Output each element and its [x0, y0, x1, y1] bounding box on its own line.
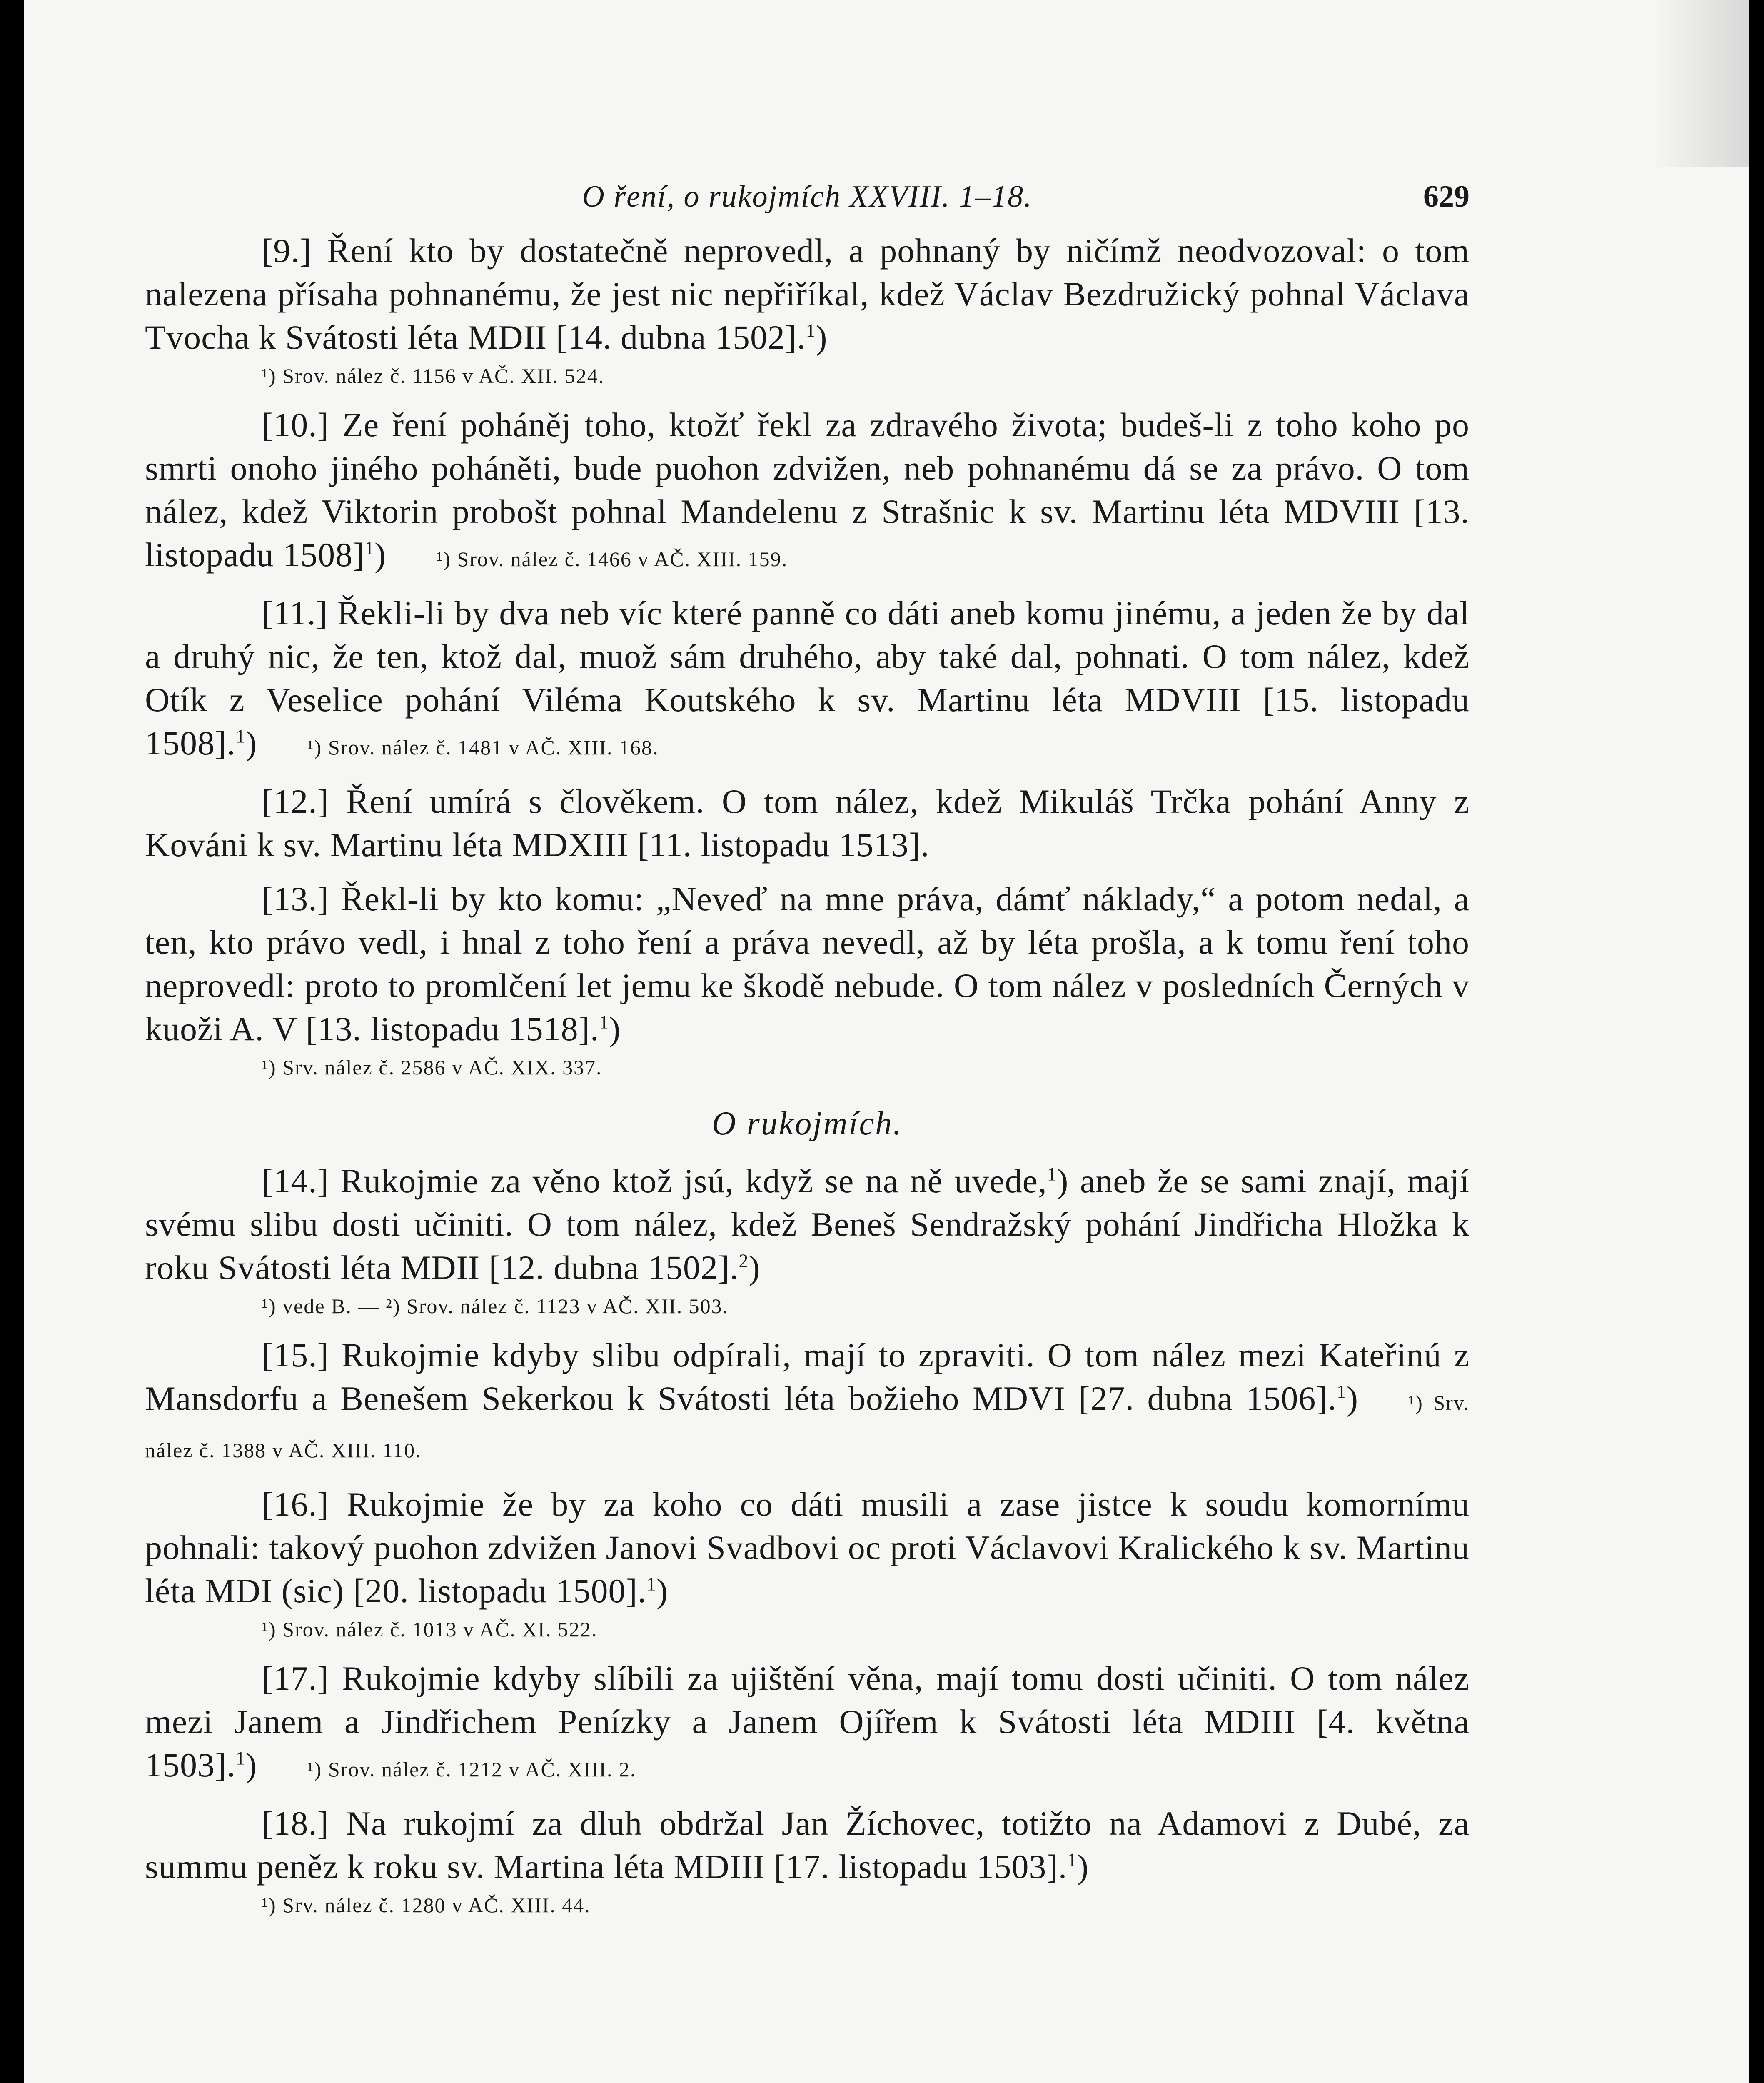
- item-text: Ření umírá s člověkem. O tom nález, kdež Mikuláš Trčka pohání Anny z Kováni k sv. Martinu léta MDXIII [11. listopadu 1513].: [145, 782, 1470, 864]
- footnote: ¹) Srv. nález č. 1280 v AČ. XIII. 44.: [262, 1893, 591, 1917]
- item-text: Rukojmie kdyby slibu odpírali, mají to zpraviti. O tom nález mezi Kateřinú z Mansdorfu a Benešem Sekerkou k Svátosti léta božieho MDVI [27. dubna 1506].: [145, 1336, 1470, 1417]
- footnote-mark: 1: [1337, 1381, 1347, 1402]
- footnote-mark: 1: [1047, 1164, 1057, 1185]
- page-edge-shadow: [1653, 0, 1749, 167]
- paragraph-16: [16.] Rukojmie že by za koho co dáti musili a zase jistce k soudu komornímu pohnali: takový puohon zdvižen Janovi Svadbovi oc proti Václavovi Kralického k sv. Martinu léta MDI (sic) [20. listopadu 1500].$^1$): [145, 1485, 1470, 1610]
- footnote: ¹) Srov. nález č. 1481 v AČ. XIII. 168.: [307, 736, 659, 759]
- scanned-page: [24, 0, 1749, 2083]
- paragraph-13: [13.] Řekl-li by kto komu: „Neveď na mne práva, dámť náklady,“ a potom nedal, a ten, kto právo vedl, i hnal z toho ření a práva nevedl, až by léta prošla, a k tomu ření toho neprovedl: proto to promlčení let jemu ke škodě nebude. O tom nález v posledních Černých v kuoži A. V [13. listopadu 1518].$^1$): [145, 880, 1470, 1048]
- item-text: Rukojmie kdyby slíbili za ujištění věna, mají tomu dosti učiniti. O tom nález mezi Janem a Jindřichem Penízky a Janem Ojířem k Svátosti léta MDIII [4. května 1503].: [145, 1659, 1470, 1784]
- item-number: [16.]: [262, 1485, 329, 1523]
- item-number: [12.]: [262, 782, 329, 820]
- paragraph-18: [18.] Na rukojmí za dluh obdržal Jan Žíchovec, totižto na Adamovi z Dubé, za summu peněz k roku sv. Martina léta MDIII [17. listopadu 1503].$^1$): [145, 1804, 1470, 1886]
- item-number: [14.]: [262, 1162, 329, 1200]
- footnote-mark: 1: [235, 726, 246, 747]
- footnote: ¹) Srv. nález č. 2586 v AČ. XIX. 337.: [262, 1056, 602, 1079]
- item-number: [11.]: [262, 594, 328, 632]
- footnote-mark: 1: [599, 1012, 609, 1033]
- item-number: [9.]: [262, 232, 312, 270]
- footnote: ¹) vede B. — ²) Srov. nález č. 1123 v AČ. XII. 503.: [262, 1294, 729, 1318]
- item-number: [13.]: [262, 880, 329, 918]
- running-title: O ření, o rukojmích XXVIII. 1–18.: [582, 180, 1033, 214]
- item-number: [15.]: [262, 1336, 329, 1374]
- item-text: Na rukojmí za dluh obdržal Jan Žíchovec, totižto na Adamovi z Dubé, za summu peněz k roku sv. Martina léta MDIII [17. listopadu 1503].: [145, 1804, 1470, 1886]
- paragraph-10: [10.] Ze ření poháněj toho, ktožť řekl za zdravého života; budeš-li z toho koho po smrti onoho jiného poháněti, bude puohon zdvižen, neb pohnanému dá se za právo. O tom nález, kdež Viktorin probošt pohnal Mandelenu z Strašnic k sv. Martinu léta MDVIII [13. listopadu 1508]$^1$) ¹) Srov. nález č. 1466 v AČ. XIII. 159.: [145, 406, 1470, 574]
- item-number: [17.]: [262, 1659, 329, 1697]
- item-text: Ření kto by dostatečně neprovedl, a pohnaný by ničímž neodvozoval: o tom nalezena přísaha pohnanému, že jest nic nepřiříkal, kdež Václav Bezdružický pohnal Václava Tvocha k Svátosti léta MDII [14. dubna 1502].: [145, 232, 1470, 356]
- footnote-mark: 1: [806, 320, 816, 341]
- paragraph-11: [11.] Řekli-li by dva neb víc které panně co dáti aneb komu jinému, a jeden že by dal a druhý nic, že ten, ktož dal, muož sám druhého, aby také dal, pohnati. O tom nález, kdež Otík z Veselice pohání Viléma Koutského k sv. Martinu léta MDVIII [15. listopadu 1508].$^1$) ¹) Srov. nález č. 1481 v AČ. XIII. 168.: [145, 594, 1470, 762]
- page-content: [145, 179, 1470, 1922]
- footnote: ¹) Srov. nález č. 1156 v AČ. XII. 524.: [262, 364, 605, 387]
- paragraph-14: [14.] Rukojmie za věno ktož jsú, když se na ně uvede,$^1$) aneb že se sami znají, mají svému slibu dosti učiniti. O tom nález, kdež Beneš Sendražský pohání Jindřicha Hložka k roku Svátosti léta MDII [12. dubna 1502].$^2$): [145, 1162, 1470, 1286]
- item-text: Ze ření poháněj toho, ktožť řekl za zdravého života; budeš-li z toho koho po smrti onoho jiného poháněti, bude puohon zdvižen, neb pohnanému dá se za právo. O tom nález, kdež Viktorin probošt pohnal Mandelenu z Strašnic k sv. Martinu léta MDVIII [13. listopadu 1508]: [145, 406, 1470, 574]
- item-text: Rukojmie že by za koho co dáti musili a zase jistce k soudu komornímu pohnali: takový puohon zdvižen Janovi Svadbovi oc proti Václavovi Kralického k sv. Martinu léta MDI (sic) [20. listopadu 1500].: [145, 1485, 1470, 1610]
- footnote: ¹) Srov. nález č. 1466 v AČ. XIII. 159.: [436, 547, 788, 571]
- item-number: [18.]: [262, 1804, 329, 1842]
- footnote-mark: 1: [1067, 1849, 1077, 1871]
- paragraph-9: [9.] Ření kto by dostatečně neprovedl, a pohnaný by ničímž neodvozoval: o tom nalezena přísaha pohnanému, že jest nic nepřiříkal, kdež Václav Bezdružický pohnal Václava Tvocha k Svátosti léta MDII [14. dubna 1502].$^1$): [145, 232, 1470, 356]
- paragraph-17: [17.] Rukojmie kdyby slíbili za ujištění věna, mají tomu dosti učiniti. O tom nález mezi Janem a Jindřichem Penízky a Janem Ojířem k Svátosti léta MDIII [4. května 1503].$^1$) ¹) Srov. nález č. 1212 v AČ. XIII. 2.: [145, 1659, 1470, 1784]
- section-title: O rukojmích.: [711, 1105, 903, 1142]
- page-number: 629: [1423, 180, 1470, 214]
- footnote-mark: 1: [364, 537, 375, 559]
- item-text: Řekli-li by dva neb víc které panně co dáti aneb komu jinému, a jeden že by dal a druhý nic, že ten, ktož dal, muož sám druhého, aby také dal, pohnati. O tom nález, kdež Otík z Veselice pohání Viléma Koutského k sv. Martinu léta MDVIII [15. listopadu 1508].: [145, 594, 1470, 762]
- footnote: ¹) Srv. nález č. 1388 v AČ. XIII. 110.: [145, 1391, 1470, 1462]
- footnote-mark: 1: [235, 1748, 246, 1769]
- paragraph-15: [15.] Rukojmie kdyby slibu odpírali, mají to zpraviti. O tom nález mezi Kateřinú z Mansdorfu a Benešem Sekerkou k Svátosti léta božieho MDVI [27. dubna 1506].$^1$) ¹) Srv. nález č. 1388 v AČ. XIII. 110.: [145, 1336, 1470, 1462]
- footnote: ¹) Srov. nález č. 1013 v AČ. XI. 522.: [262, 1618, 598, 1641]
- paragraph-12: [145, 780, 1470, 867]
- footnote-mark: 2: [739, 1250, 749, 1271]
- page-header: [145, 179, 1470, 229]
- item-number: [10.]: [262, 406, 329, 444]
- footnote-mark: 1: [646, 1573, 656, 1595]
- footnote: ¹) Srov. nález č. 1212 v AČ. XIII. 2.: [307, 1758, 636, 1781]
- item-text: Řekl-li by kto komu: „Neveď na mne práva, dámť náklady,“ a potom nedal, a ten, kto právo vedl, i hnal z toho ření a práva nevedl, až by léta prošla, a k tomu ření toho neprovedl: proto to promlčení let jemu ke škodě nebude. O tom nález v posledních Černých v kuoži A. V [13. listopadu 1518].: [145, 880, 1470, 1048]
